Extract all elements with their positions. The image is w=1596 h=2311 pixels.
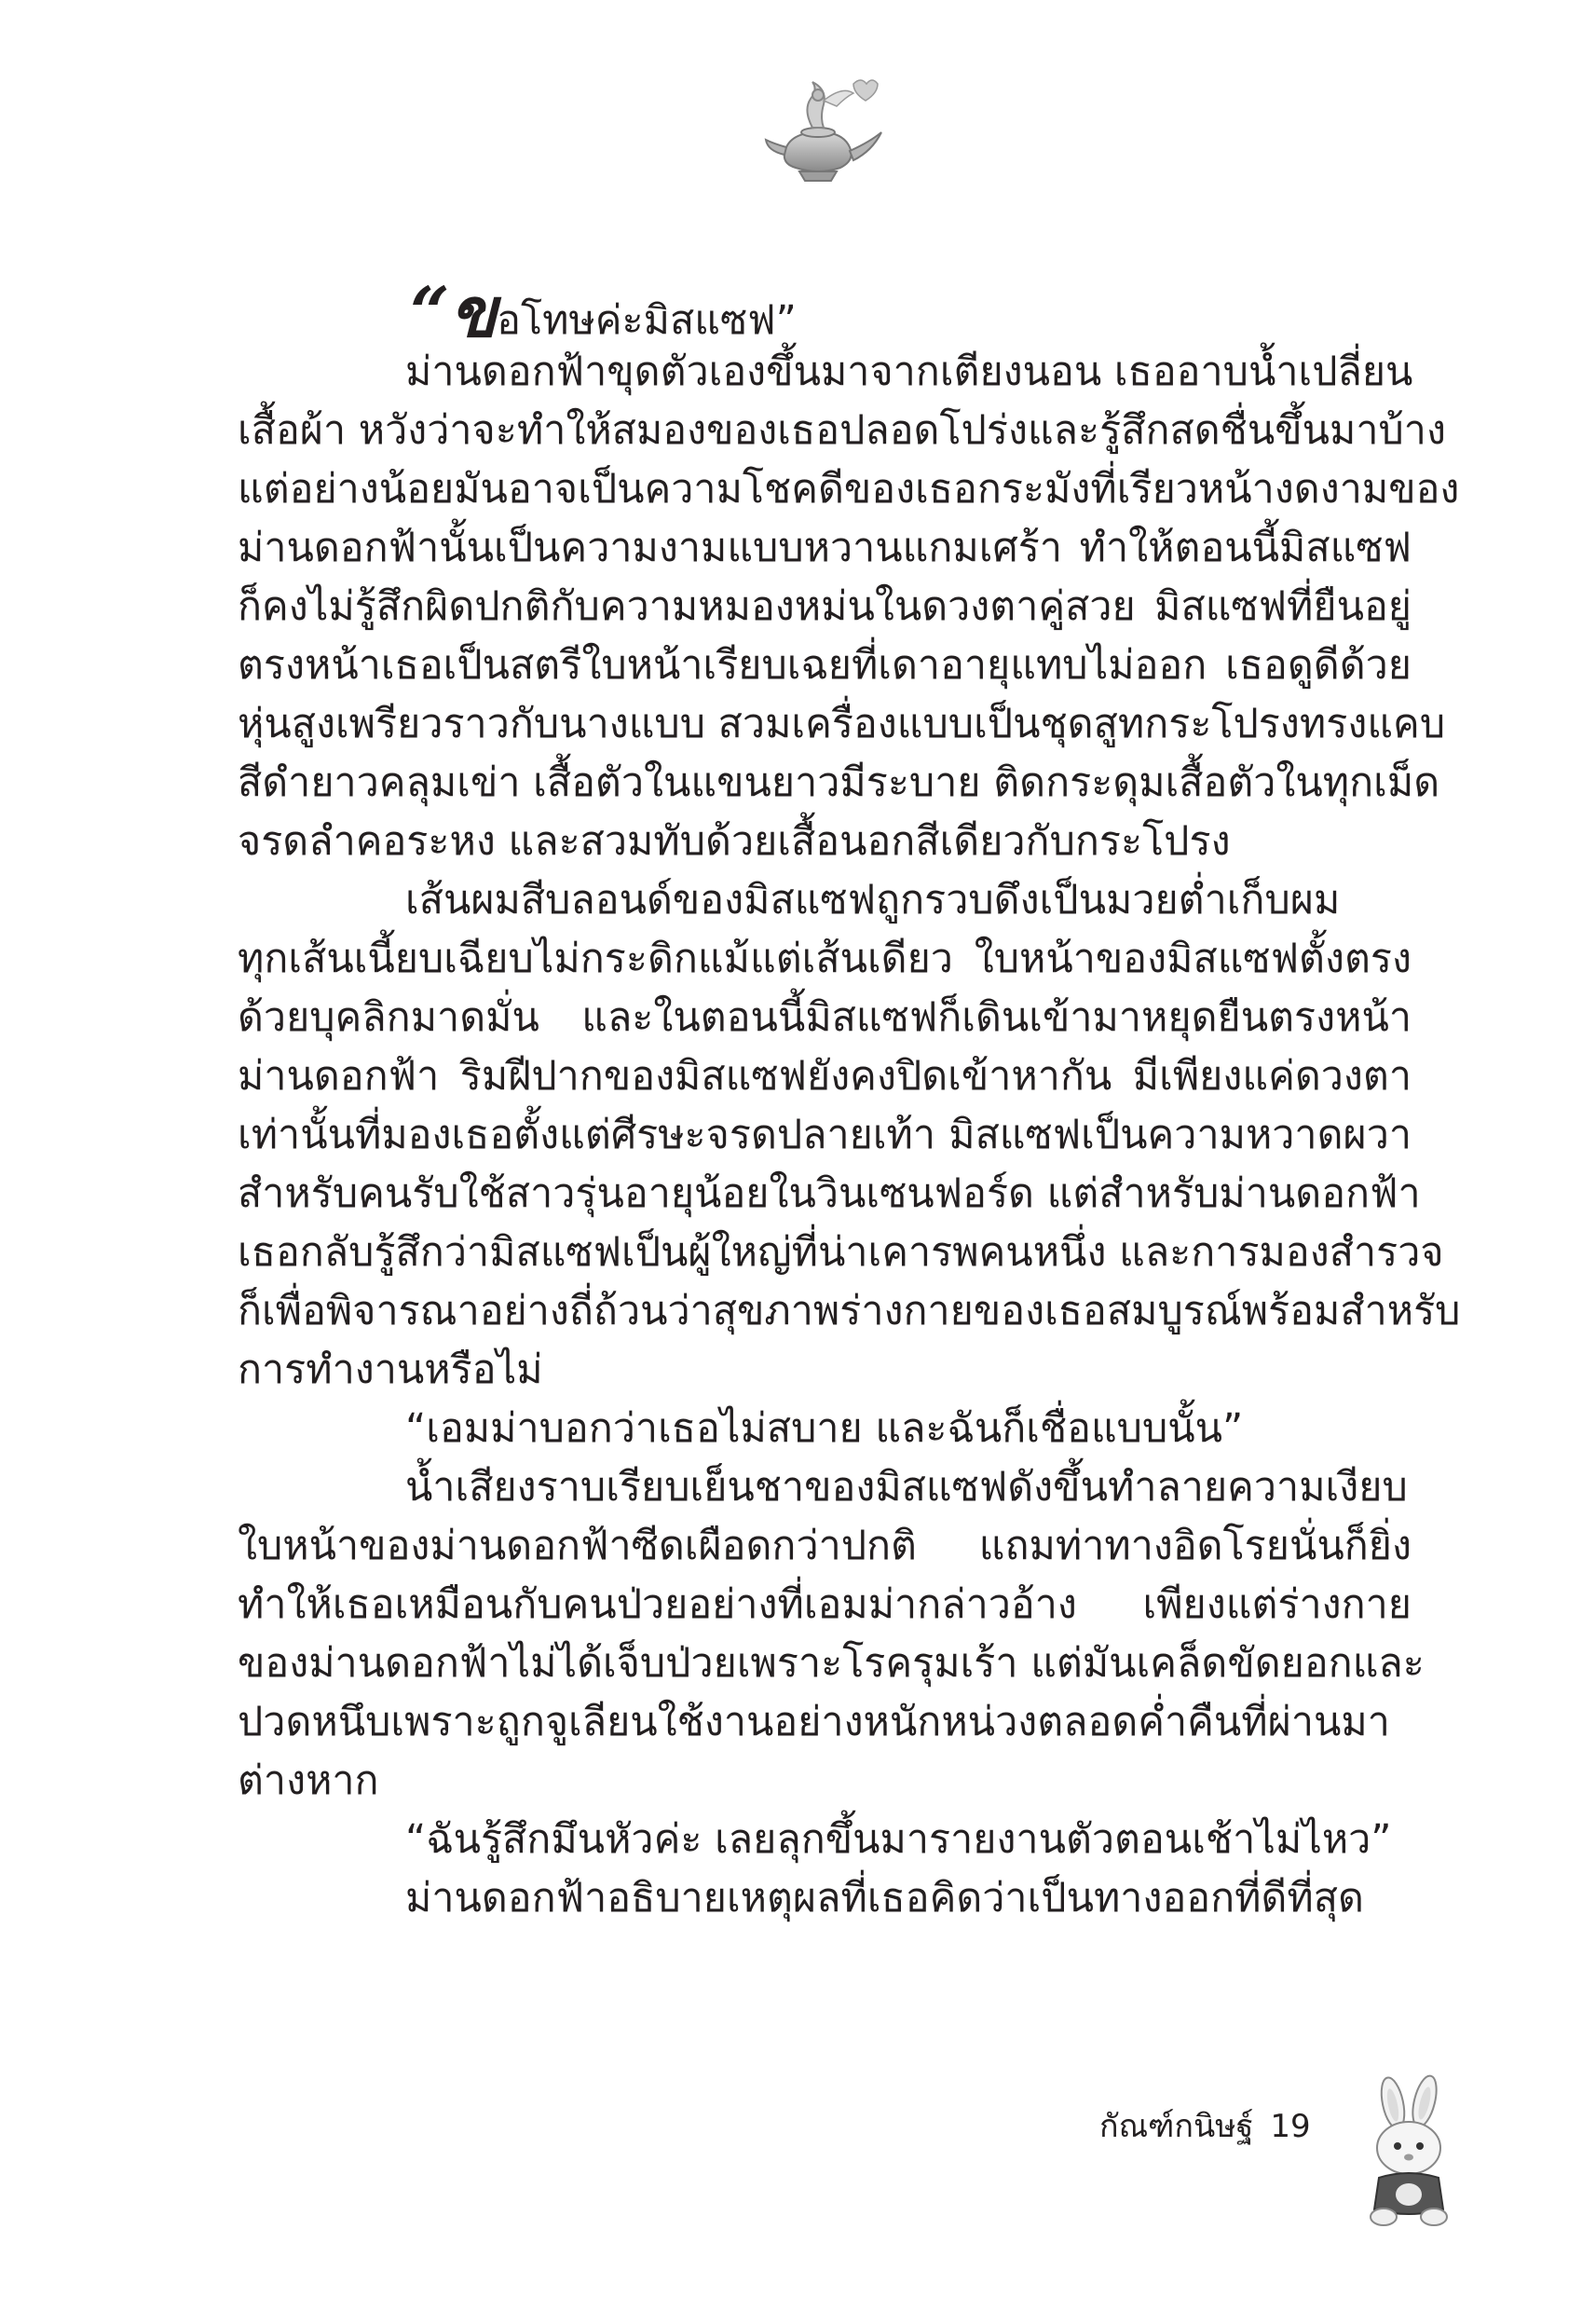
opening-rest: อโทษค่ะมิสแซฟ” (497, 297, 797, 344)
text-line: หุ่นสูงเพรียวราวกับนางแบบ สวมเครื่องแบบเป็นชุดสูทกระโปรงทรงแคบ (238, 701, 1446, 747)
text-line: จรดลำคอระหง และสวมทับด้วยเสื้อนอกสีเดียวกับกระโปรง (238, 818, 1231, 865)
text-line: ใบหน้าของม่านดอกฟ้าซีดเผือดกว่าปกติ แถมท่าทางอิดโรยนั่นก็ยิ่ง (238, 1523, 1412, 1569)
text-line: ก็คงไม่รู้สึกผิดปกติกับความหมองหม่นในดวงตาคู่สวย มิสแซฟที่ยืนอยู่ (238, 583, 1412, 630)
page-number: 19 (1270, 2108, 1311, 2145)
text-line: สำหรับคนรับใช้สาวรุ่นอายุน้อยในวินเซนฟอร์ด แต่สำหรับม่านดอกฟ้า (238, 1170, 1421, 1217)
text-line: ปวดหนึบเพราะถูกจูเลียนใช้งานอย่างหนักหน่วงตลอดค่ำคืนที่ผ่านมา (238, 1699, 1390, 1745)
drop-cap: “ข (410, 273, 498, 353)
text-line: ม่านดอกฟ้าอธิบายเหตุผลที่เธอคิดว่าเป็นทางออกที่ดีที่สุด (405, 1875, 1364, 1921)
body-text (238, 273, 1461, 1928)
text-line: เสื้อผ้า หวังว่าจะทำให้สมองของเธอปลอดโปร่งและรู้สึกสดชื่นขึ้นมาบ้าง (238, 407, 1446, 454)
text-line: ก็เพื่อพิจารณาอย่างถี่ถ้วนว่าสุขภาพร่างกายของเธอสมบูรณ์พร้อมสำหรับ (238, 1288, 1461, 1334)
text-line: เธอกลับรู้สึกว่ามิสแซฟเป็นผู้ใหญ่ที่น่าเคารพคนหนึ่ง และการมองสำรวจ (238, 1229, 1444, 1276)
book-title: กัณฑ์กนิษฐ์ (1099, 2108, 1254, 2145)
text-line: เส้นผมสีบลอนด์ของมิสแซฟถูกรวบดึงเป็นมวยต่ำเก็บผม (405, 877, 1341, 923)
text-line: ม่านดอกฟ้า ริมฝีปากของมิสแซฟยังคงปิดเข้าหากัน มีเพียงแค่ดวงตา (238, 1053, 1412, 1100)
text-line: ต่างหาก (238, 1757, 379, 1804)
text-line: ด้วยบุคลิกมาดมั่น และในตอนนี้มิสแซฟก็เดินเข้ามาหยุดยืนตรงหน้า (238, 994, 1412, 1041)
text-line: ตรงหน้าเธอเป็นสตรีใบหน้าเรียบเฉยที่เดาอายุแทบไม่ออก เธอดูดีด้วย (238, 642, 1412, 689)
bunny-doll-icon (1356, 2073, 1463, 2227)
text-line: ม่านดอกฟ้าขุดตัวเองขึ้นมาจากเตียงนอน เธออาบน้ำเปลี่ยน (405, 349, 1413, 395)
text-line: ของม่านดอกฟ้าไม่ได้เจ็บป่วยเพราะโรครุมเร้า แต่มันเคล็ดขัดยอกและ (238, 1640, 1425, 1687)
text-line: ทำให้เธอเหมือนกับคนป่วยอย่างที่เอมม่ากล่าวอ้าง เพียงแต่ร่างกาย (238, 1581, 1412, 1628)
dialogue-line: “ฉันรู้สึกมึนหัวค่ะ เลยลุกขึ้นมารายงานตัวตอนเช้าไม่ไหว” (405, 1816, 1392, 1863)
text-line: สีดำยาวคลุมเข่า เสื้อตัวในแขนยาวมีระบาย ติดกระดุมเสื้อตัวในทุกเม็ด (238, 759, 1440, 806)
text-line: แต่อย่างน้อยมันอาจเป็นความโชคดีของเธอกระมังที่เรียวหน้างดงามของ (238, 466, 1460, 513)
opening-line (238, 273, 1412, 353)
genie-lamp-fairy-icon (757, 76, 887, 188)
text-line: ม่านดอกฟ้านั้นเป็นความงามแบบหวานแกมเศร้า ทำให้ตอนนี้มิสแซฟ (238, 525, 1412, 571)
page-footer (1099, 2108, 1311, 2145)
text-line: ทุกเส้นเนี้ยบเฉียบไม่กระดิกแม้แต่เส้นเดียว ใบหน้าของมิสแซฟตั้งตรง (238, 936, 1412, 982)
text-line: การทำงานหรือไม่ (238, 1347, 543, 1393)
text-line: น้ำเสียงราบเรียบเย็นชาของมิสแซฟดังขึ้นทำลายความเงียบ (405, 1464, 1408, 1511)
text-line: เท่านั้นที่มองเธอตั้งแต่ศีรษะจรดปลายเท้า มิสแซฟเป็นความหวาดผวา (238, 1112, 1412, 1158)
dialogue-line: “เอมม่าบอกว่าเธอไม่สบาย และฉันก็เชื่อแบบนั้น” (405, 1405, 1244, 1452)
